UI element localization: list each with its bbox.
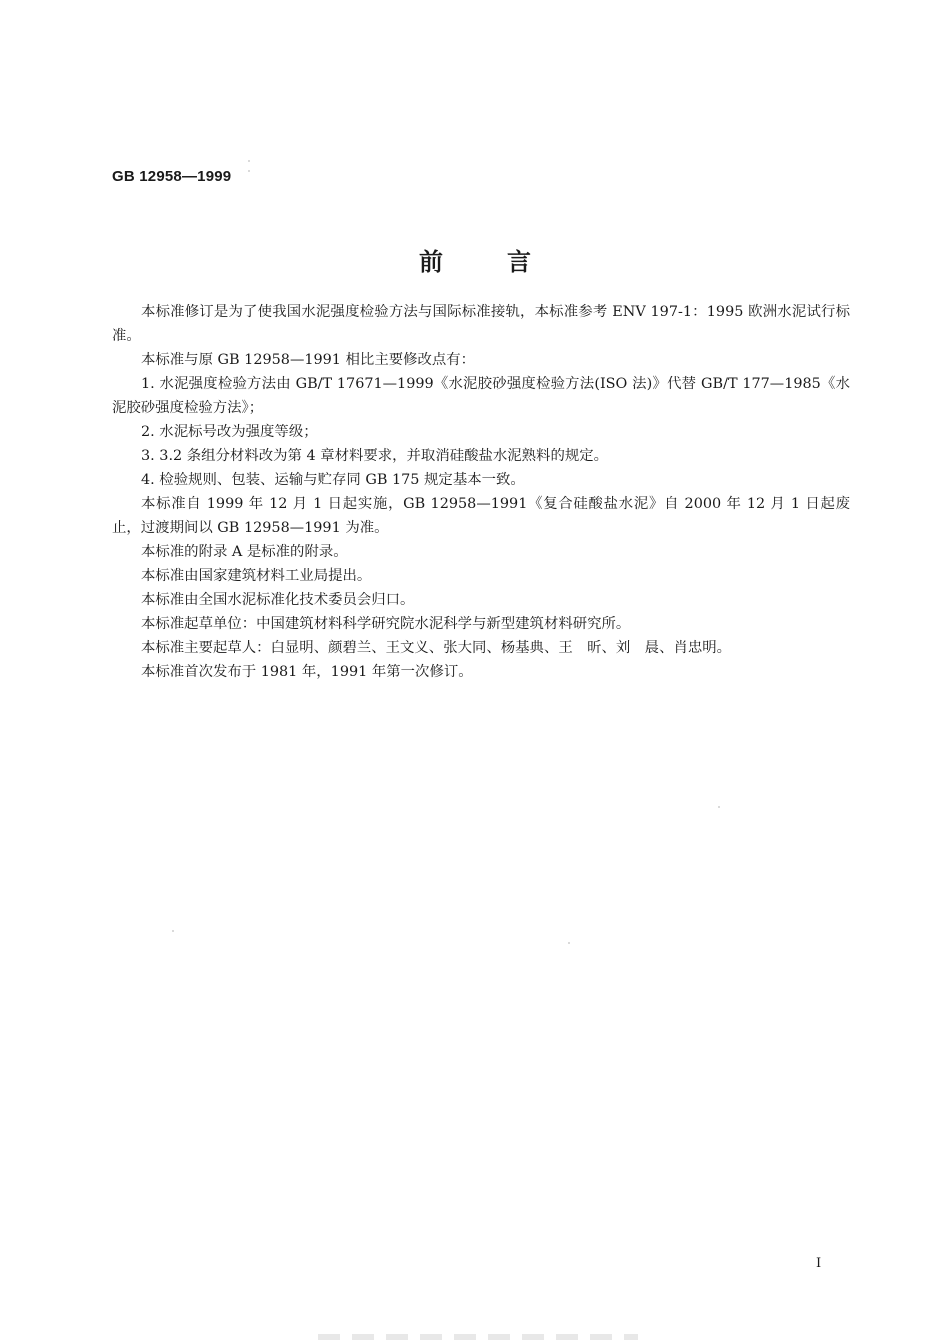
scan-speck [248, 160, 250, 162]
list-item-change-3: 3. 3.2 条组分材料改为第 4 章材料要求，并取消硅酸盐水泥熟料的规定。 [141, 448, 609, 464]
scan-speck [248, 170, 250, 172]
page-title [0, 242, 950, 277]
page-number: I [816, 1256, 822, 1271]
paragraph-centralized-by: 本标准由全国水泥标准化技术委员会归口。 [141, 592, 415, 608]
list-item-change-2: 2. 水泥标号改为强度等级； [141, 424, 318, 440]
paragraph-drafting-unit: 本标准起草单位：中国建筑材料科学研究院水泥科学与新型建筑材料研究所。 [141, 616, 631, 632]
paragraph-proposed-by: 本标准由国家建筑材料工业局提出。 [141, 568, 372, 584]
list-item-change-4: 4. 检验规则、包装、运输与贮存同 GB 175 规定基本一致。 [141, 472, 525, 488]
scan-speck [568, 942, 570, 944]
scan-speck [172, 930, 174, 932]
title-char-2: 言 [507, 247, 531, 276]
scan-speck [718, 806, 720, 808]
list-item-change-1: 1. 水泥强度检验方法由 GB/T 17671—1999《水泥胶砂强度检验方法(ISO 法)》代替 GB/T 177—1985《水泥胶砂强度检验方法》； [112, 376, 850, 416]
paragraph-appendix: 本标准的附录 A 是标准的附录。 [141, 544, 348, 560]
paragraph-purpose: 本标准修订是为了使我国水泥强度检验方法与国际标准接轨，本标准参考 ENV 197-1：1995 欧洲水泥试行标准。 [112, 304, 850, 344]
paragraph-drafters: 本标准主要起草人：白显明、颜碧兰、王文义、张大同、杨基典、王 昕、刘 晨、肖忠明。 [141, 640, 732, 656]
title-char-1: 前 [419, 247, 443, 276]
standard-code: GB 12958—1999 [112, 168, 232, 185]
foreword-body [112, 300, 850, 684]
paragraph-effective-date: 本标准自 1999 年 12 月 1 日起实施，GB 12958—1991《复合硅酸盐水泥》自 2000 年 12 月 1 日起废止，过渡期间以 GB 12958—1991 为准。 [112, 496, 850, 536]
scan-edge-artifact [318, 1334, 638, 1340]
paragraph-history: 本标准首次发布于 1981 年，1991 年第一次修订。 [141, 664, 473, 680]
paragraph-changes-intro: 本标准与原 GB 12958—1991 相比主要修改点有： [141, 352, 476, 368]
